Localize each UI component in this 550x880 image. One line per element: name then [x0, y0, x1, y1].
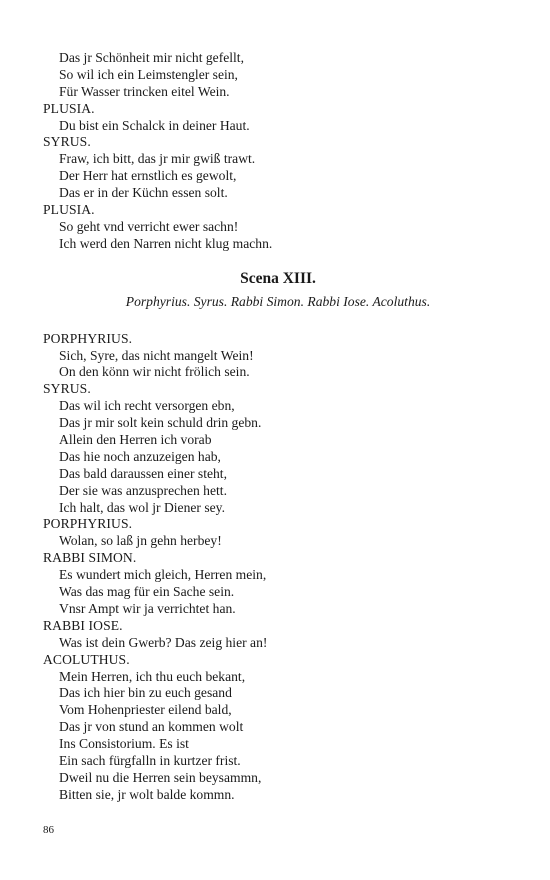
verse-line: Für Wasser trincken eitel Wein. [59, 83, 230, 99]
speaker-name: SYRUS. [43, 381, 91, 397]
speaker-name: SYRUS. [43, 134, 91, 150]
speaker-name: PORPHYRIUS. [43, 516, 133, 532]
scene-title: Scena XIII. [240, 269, 316, 287]
verse-line: Du bist ein Schalck in deiner Haut. [59, 117, 250, 133]
verse-line: Ich halt, das wol jr Diener sey. [59, 499, 225, 515]
verse-line: So wil ich ein Leimstengler sein, [59, 66, 238, 82]
verse-line: Dweil nu die Herren sein beysammn, [59, 769, 262, 785]
speaker-name: PORPHYRIUS. [43, 330, 133, 346]
verse-line: Der Herr hat ernstlich es gewolt, [59, 168, 237, 184]
dialogue-block-1 [43, 50, 513, 253]
verse-line: Das wil ich recht versorgen ebn, [59, 398, 235, 414]
verse-line: Ein sach fürgfalln in kurtzer frist. [59, 752, 241, 768]
verse-line: Vom Hohenpriester eilend bald, [59, 702, 232, 718]
verse-line: So geht vnd verricht ewer sachn! [59, 218, 239, 234]
verse-line: Mein Herren, ich thu euch bekant, [59, 668, 246, 684]
verse-line: Das er in der Küchn essen solt. [59, 185, 228, 201]
verse-line: Bitten sie, jr wolt balde kommn. [59, 786, 235, 802]
speaker-name: PLUSIA. [43, 100, 95, 116]
verse-line: Das hie noch anzuzeigen hab, [59, 448, 221, 464]
speaker-name: RABBI IOSE. [43, 617, 123, 633]
verse-line: Fraw, ich bitt, das jr mir gwiß trawt. [59, 151, 256, 167]
verse-line: Das ich hier bin zu euch gesand [59, 685, 232, 701]
verse-line: Das bald daraussen einer steht, [59, 465, 227, 481]
spacer [43, 311, 513, 331]
verse-line: Das jr mir solt kein schuld drin gebn. [59, 415, 262, 431]
dialogue-block-2 [43, 331, 513, 804]
verse-line: On den könn wir nicht frölich sein. [59, 364, 250, 380]
verse-line: Wolan, so laß jn gehn herbey! [59, 533, 222, 549]
verse-line: Es wundert mich gleich, Herren mein, [59, 567, 267, 583]
scene-persons: Porphyrius. Syrus. Rabbi Simon. Rabbi Iose. Acoluthus. [125, 293, 431, 309]
verse-line: Allein den Herren ich vorab [59, 432, 212, 448]
verse-line: Sich, Syre, das nicht mangelt Wein! [59, 347, 254, 363]
verse-line: Das jr Schönheit mir nicht gefellt, [59, 50, 244, 65]
verse-line: Was das mag für ein Sache sein. [59, 584, 235, 600]
verse-line: Ins Consistorium. Es ist [59, 736, 189, 752]
verse-line: Der sie was anzusprechen hett. [59, 482, 227, 498]
page-number: 86 [43, 824, 54, 836]
speaker-name: PLUSIA. [43, 202, 95, 218]
verse-line: Das jr von stund an kommen wolt [59, 719, 244, 735]
speaker-name: RABBI SIMON. [43, 550, 137, 566]
verse-line: Ich werd den Narren nicht klug machn. [59, 235, 273, 251]
verse-line: Vnsr Ampt wir ja verrichtet han. [59, 600, 236, 616]
verse-line: Was ist dein Gwerb? Das zeig hier an! [59, 634, 268, 650]
speaker-name: ACOLUTHUS. [43, 651, 130, 667]
page-text [43, 50, 513, 804]
